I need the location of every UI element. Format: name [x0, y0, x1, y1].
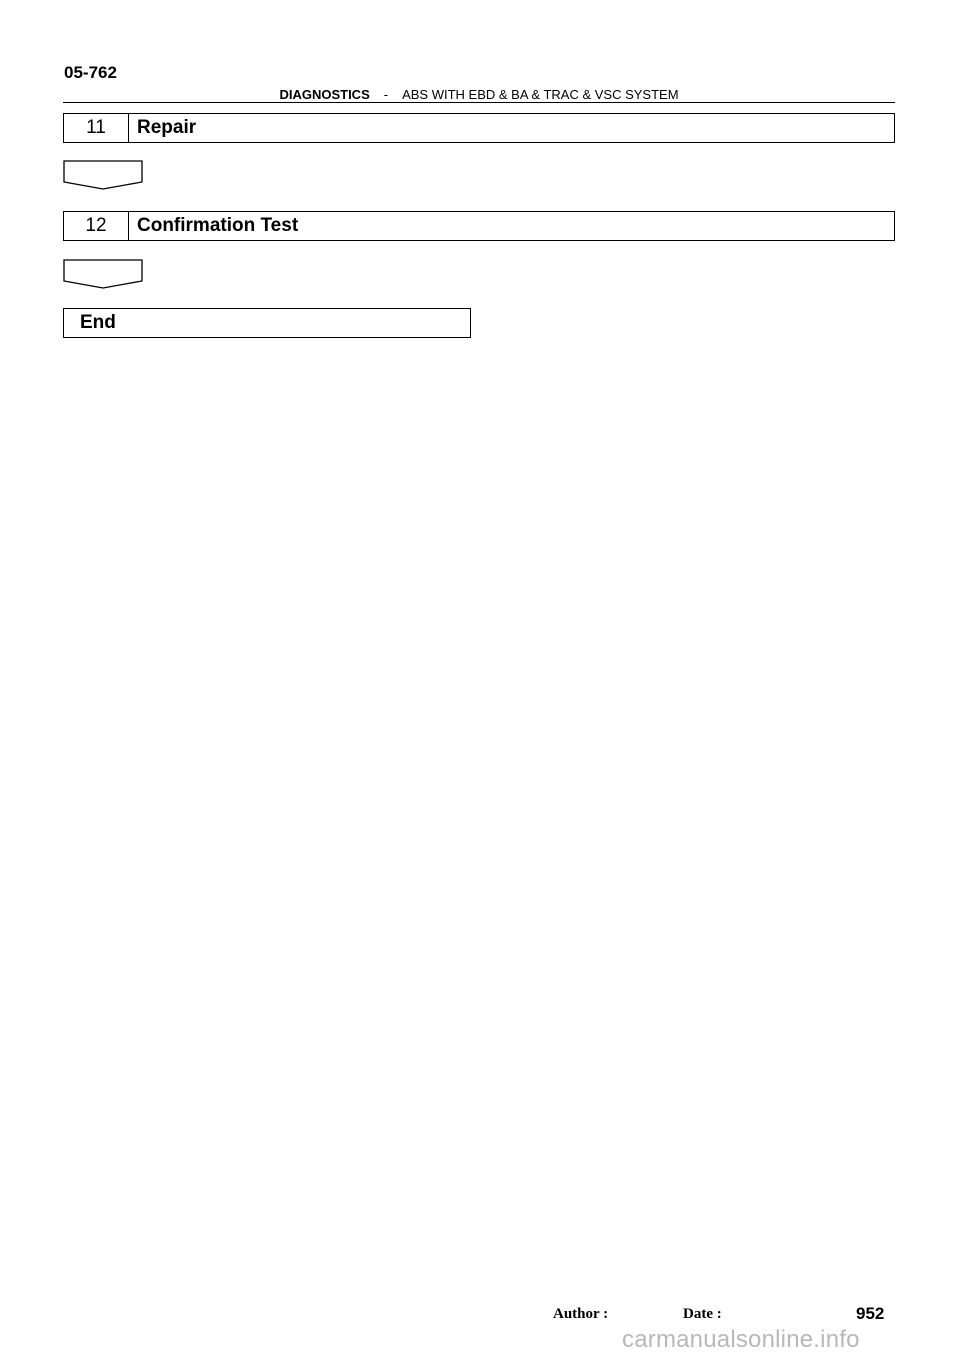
step-box-11 [63, 113, 895, 143]
page-number: 05-762 [64, 63, 117, 82]
step-title: Repair [137, 117, 197, 138]
header-separator: - [383, 87, 389, 102]
step-number: 12 [64, 212, 129, 240]
end-box [63, 308, 471, 338]
section-header [63, 87, 895, 102]
header-rule [63, 102, 895, 103]
footer-date-label: Date : [683, 1306, 722, 1322]
footer-author-label: Author : [553, 1306, 609, 1322]
flow-arrow-icon [63, 259, 143, 289]
step-number: 11 [64, 114, 129, 142]
footer-page-number: 952 [856, 1304, 885, 1323]
flow-arrow-icon [63, 160, 143, 190]
end-label: End [80, 312, 116, 333]
watermark-text: carmanualsonline.info [622, 1326, 860, 1353]
step-title: Confirmation Test [137, 215, 299, 236]
section-title: DIAGNOSTICS [279, 87, 370, 102]
step-box-12 [63, 211, 895, 241]
subsection-title: ABS WITH EBD & BA & TRAC & VSC SYSTEM [402, 87, 679, 102]
